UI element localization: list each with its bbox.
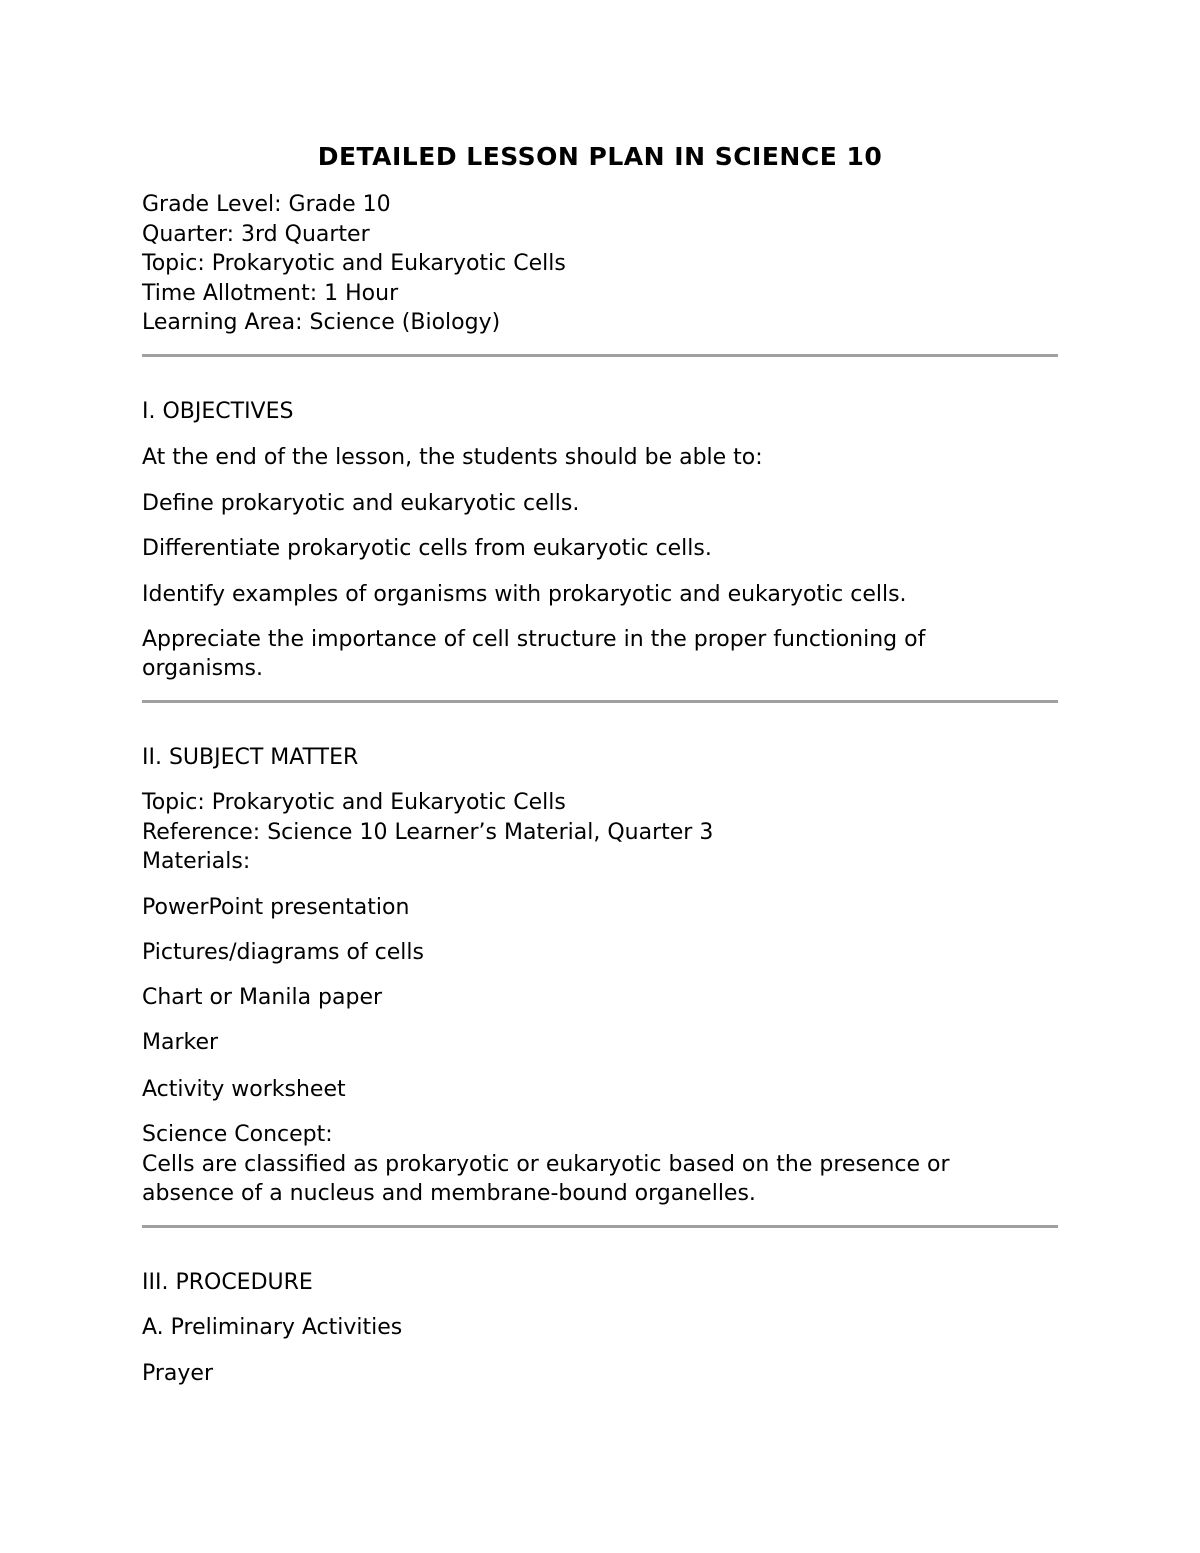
science-concept-text: Cells are classified as prokaryotic or eukaryotic based on the presence or — [142, 1152, 950, 1177]
learning-area: Learning Area: Science (Biology) — [142, 310, 501, 335]
subject-matter-heading: II. SUBJECT MATTER — [142, 745, 359, 770]
subject-topic: Topic: Prokaryotic and Eukaryotic Cells — [142, 790, 566, 815]
grade-level: Grade Level: Grade 10 — [142, 192, 391, 217]
document-title: DETAILED LESSON PLAN IN SCIENCE 10 — [317, 142, 883, 171]
objectives-heading: I. OBJECTIVES — [142, 399, 294, 424]
section-divider — [142, 1225, 1058, 1228]
quarter: Quarter: 3rd Quarter — [142, 222, 370, 247]
science-concept-label: Science Concept: — [142, 1122, 333, 1147]
time-allotment: Time Allotment: 1 Hour — [142, 281, 399, 306]
objectives-intro: At the end of the lesson, the students should be able to: — [142, 445, 763, 470]
material-item: Activity worksheet — [142, 1077, 346, 1102]
procedure-heading: III. PROCEDURE — [142, 1270, 313, 1295]
section-divider — [142, 354, 1058, 357]
objective-item: Identify examples of organisms with prokaryotic and eukaryotic cells. — [142, 582, 907, 607]
preliminary-activities-heading: A. Preliminary Activities — [142, 1315, 403, 1340]
objective-item: Define prokaryotic and eukaryotic cells. — [142, 491, 580, 516]
materials-label: Materials: — [142, 849, 251, 874]
procedure-item: Prayer — [142, 1361, 214, 1386]
objective-item: Appreciate the importance of cell structure in the proper functioning of — [142, 627, 926, 652]
science-concept-text: absence of a nucleus and membrane-bound organelles. — [142, 1181, 756, 1206]
objective-item-continued: organisms. — [142, 656, 263, 681]
material-item: PowerPoint presentation — [142, 895, 410, 920]
section-divider — [142, 700, 1058, 703]
topic: Topic: Prokaryotic and Eukaryotic Cells — [142, 251, 566, 276]
objective-item: Differentiate prokaryotic cells from eukaryotic cells. — [142, 536, 712, 561]
material-item: Chart or Manila paper — [142, 985, 383, 1010]
subject-reference: Reference: Science 10 Learner’s Material, Quarter 3 — [142, 820, 714, 845]
material-item: Marker — [142, 1030, 219, 1055]
material-item: Pictures/diagrams of cells — [142, 940, 424, 965]
